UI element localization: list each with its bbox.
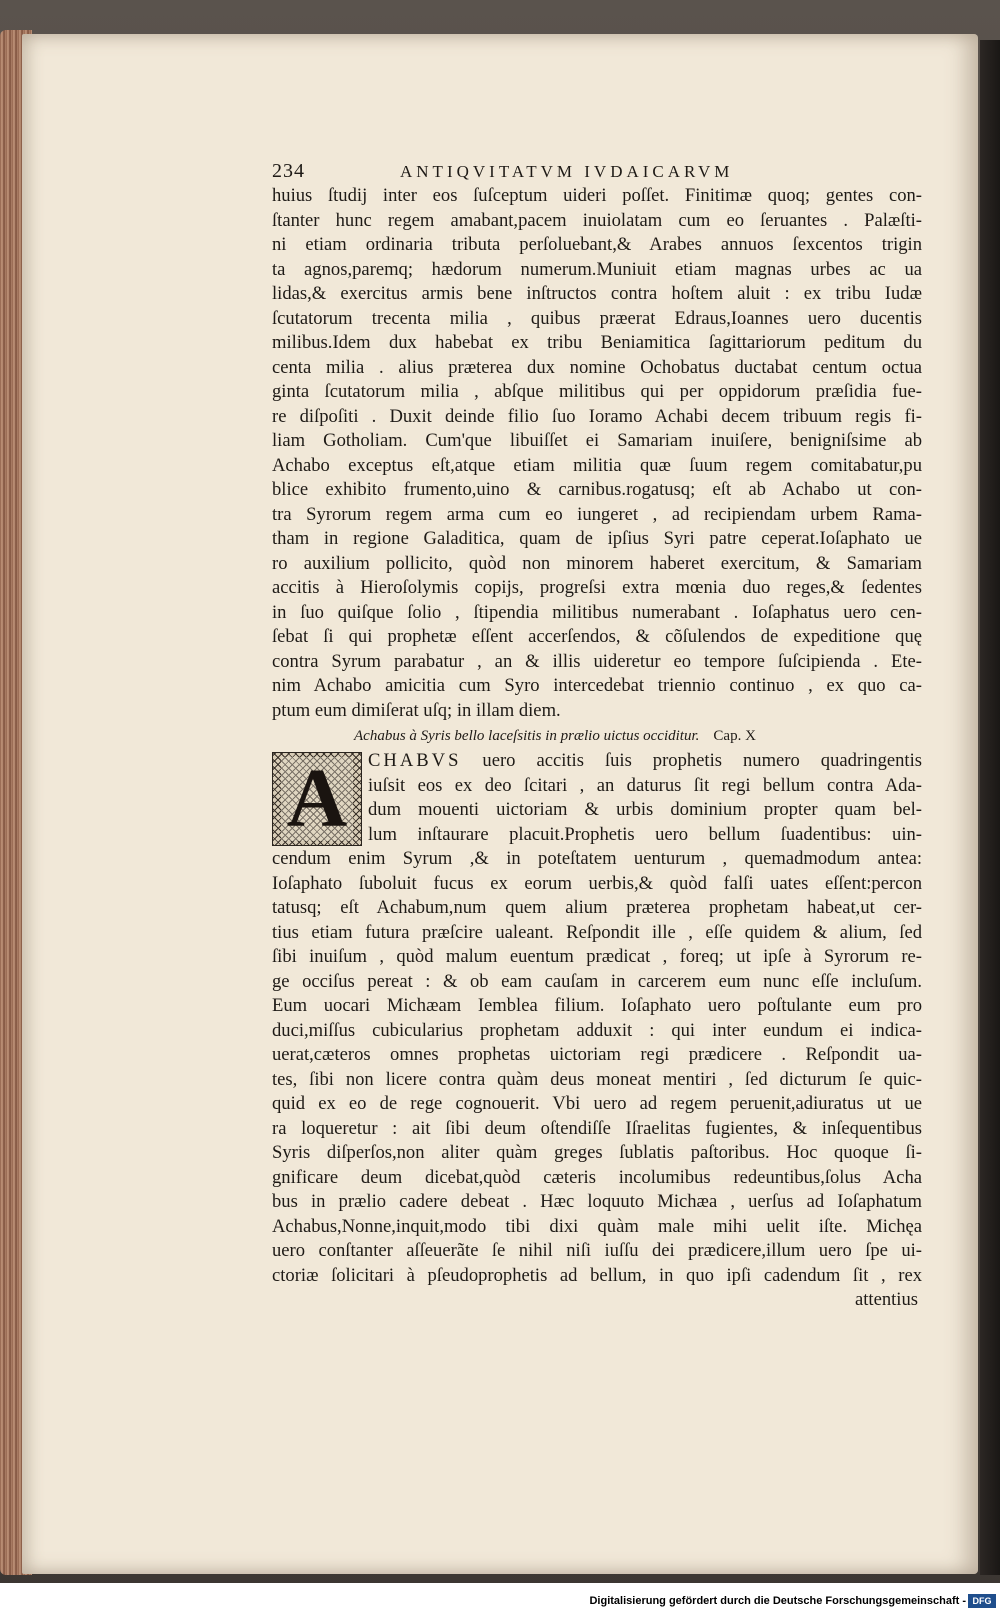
text-line: accitis à Hieroſolymis copijs, progreſsi extra mœnia duo reges,& ſedentes: [272, 577, 922, 598]
text-line: ſibi inuiſum , quòd malum euentum prædicat , foreq; ut ipſe à Syrorum re-: [272, 946, 922, 967]
previous-chapter-text: [272, 184, 922, 723]
text-line: centa milia . alius præterea dux nomine Ochobatus ductabat centum octua: [272, 356, 922, 378]
digitization-credit: Digitalisierung gefördert durch die Deutsche Forschungsgemeinschaft -: [589, 1595, 966, 1607]
text-line: in ſuo quiſque ſolio , ſtipendia militibus numerabant . Ioſaphatus uero cen-: [272, 601, 922, 623]
initial-wrapped-lines: [272, 774, 922, 848]
lead-word: CHABVS: [368, 750, 462, 771]
text-line: ſtanter hunc regem amabant,pacem inuiolatam cum eo ſeruantes . Palæſti-: [272, 209, 922, 231]
running-title: ANTIQVITATVM IVDAICARVM: [400, 162, 734, 181]
text-line: Ioſaphato ſuboluit fucus ex eorum uerbis,& quòd falſi uates eſſent:percon: [272, 872, 922, 894]
text-line: liam Gotholiam. Cum'que libuiſſet ei Samariam inuiſere, benigniſsime ab: [272, 430, 922, 451]
text-block: [272, 160, 922, 1313]
chapter-number: Cap. X: [713, 728, 756, 744]
chapter-text: [272, 847, 922, 1288]
text-line: contra Syrum parabatur , an & illis uideretur eo tempore ſuſcipienda . Ete-: [272, 650, 922, 672]
text-line: iuſsit eos ex deo ſcitari , an daturus ſit regi bellum contra Ada-: [368, 774, 922, 796]
text-line: quid ex eo de rege cognouerit. Vbi uero ad regem peruenit,adiuratus ut ue: [272, 1093, 922, 1114]
text-line: re diſpoſiti . Duxit deinde filio ſuo Ioramo Achabi decem tribuum regis fi-: [272, 405, 922, 427]
text-line: uero conſtanter aſſeuerãte ſe nihil niſi iuſſu dei prædicere,illum uero ſpe ui-: [272, 1240, 922, 1261]
text-line: blice exhibito frumento,uino & carnibus.rogatusq; eſt ab Achabo ut con-: [272, 479, 922, 500]
text-line: nim Achabo amicitia cum Syro intercedebat triennio continuo , ex quo ca-: [272, 675, 922, 696]
chapter-heading: [272, 723, 922, 749]
text-line: duci,miſſus cubicularius prophetam adduxit : qui inter eundum ei indica-: [272, 1019, 922, 1041]
chapter-body: [272, 749, 922, 1313]
text-line: tra Syrorum regem arma cum eo iungeret , ad recipiendam urbem Rama-: [272, 503, 922, 525]
text-line: ſebat ſi qui prophetæ eſſent accerſendos, & cõſulendos de expeditione quę: [272, 626, 922, 647]
text-line: lum inſtaurare placuit.Prophetis uero bellum ſuadentibus: uin-: [368, 823, 922, 845]
chapter-heading-text: Achabus à Syris bello laceſsitis in prælio uictus occiditur.: [354, 728, 700, 744]
text-line: Syris diſperſos,non aliter quàm greges ſublatis paſtoribus. Hoc quoque ſi-: [272, 1142, 922, 1163]
text-line: ſcutatorum trecenta milia , quibus præerat Edraus,Ioannes uero ducentis: [272, 307, 922, 329]
text-line: dum mouenti uictoriam & urbis dominium propter quam bel-: [368, 799, 922, 820]
text-line: ginta ſcutatorum milia , abſque militibus qui per oppidorum præſidia fue-: [272, 381, 922, 402]
first-line-text: uero accitis ſuis prophetis numero quadringentis: [461, 750, 922, 771]
initial-letter: A: [281, 757, 354, 841]
text-line: Achabus,Nonne,inquit,modo tibi dixi quàm male mihi uelit iſte. Michęa: [272, 1215, 922, 1237]
text-line: Achabo exceptus eſt,atque etiam militia quæ ſuum regem comitabatur,pu: [272, 454, 922, 476]
text-line: tatusq; eſt Achabum,num quem alium præterea prophetam habeat,ut cer-: [272, 897, 922, 918]
decorated-initial: [272, 752, 362, 846]
text-line: milibus.Idem dux habebat ex tribu Beniamitica ſagittariorum peditum du: [272, 332, 922, 353]
text-line: huius ſtudij inter eos ſuſceptum uideri poſſet. Finitimæ quoq; gentes con-: [272, 185, 922, 206]
text-line: tius etiam futura præſcire ualeant. Reſpondit ille , eſſe quidem & alium, ſed: [272, 921, 922, 943]
page-number: 234: [272, 160, 305, 182]
dfg-logo: DFG: [968, 1594, 996, 1608]
text-line: Eum uocari Michæam Iemblea filium. Ioſaphato uero poſtulante eum pro: [272, 995, 922, 1016]
text-line: ge occiſus pereat : & ob eam cauſam in carcerem eum nunc eſſe incluſum.: [272, 970, 922, 992]
text-line: ni etiam ordinaria tributa perſoluebant,& Arabes annuos ſexcentos trigin: [272, 234, 922, 255]
text-line: uerat,cæteros omnes prophetas uictoriam regi prædicere . Reſpondit ua-: [272, 1044, 922, 1065]
text-line: tham in regione Galaditica, quam de ipſius Syri patre ceperat.Ioſaphato ue: [272, 528, 922, 549]
text-line: cendum enim Syrum ,& in poteſtatem uenturum , quemadmodum antea:: [272, 848, 922, 869]
text-line: ctoriæ ſolicitari à pſeudoprophetis ad bellum, in quo ipſi cadendum ſit , rex: [272, 1264, 922, 1286]
text-line: ra loqueretur : ait ſibi deum oſtendiſſe Iſraelitas fugientes, & inſequentibus: [272, 1117, 922, 1139]
text-line: lidas,& exercitus armis bene inſtructos contra hoſtem aluit : ex tribu Iudæ: [272, 283, 922, 304]
scan-right-margin: [980, 40, 1000, 1575]
chapter-first-line: [272, 749, 922, 774]
text-line: bus in prælio cadere debeat . Hæc loquuto Michæa , uerſus ad Ioſaphatum: [272, 1191, 922, 1212]
catchword: attentius: [855, 1289, 918, 1310]
text-line: ptum eum dimiſerat uſq; in illam diem.: [272, 699, 561, 721]
text-line: gnificare deum dicebat,quòd cæteris incolumibus redeuntibus,ſolus Acha: [272, 1166, 922, 1188]
running-head: [272, 160, 922, 184]
text-line: tes, ſibi non licere contra quàm deus moneat mentiri , ſed dicturum ſe quic-: [272, 1068, 922, 1090]
text-line: ta agnos,paremq; hædorum numerum.Muniuit etiam magnas urbes ac ua: [272, 258, 922, 280]
text-line: ro auxilium pollicito, quòd non minorem haberet exercitum, & Samariam: [272, 552, 922, 574]
